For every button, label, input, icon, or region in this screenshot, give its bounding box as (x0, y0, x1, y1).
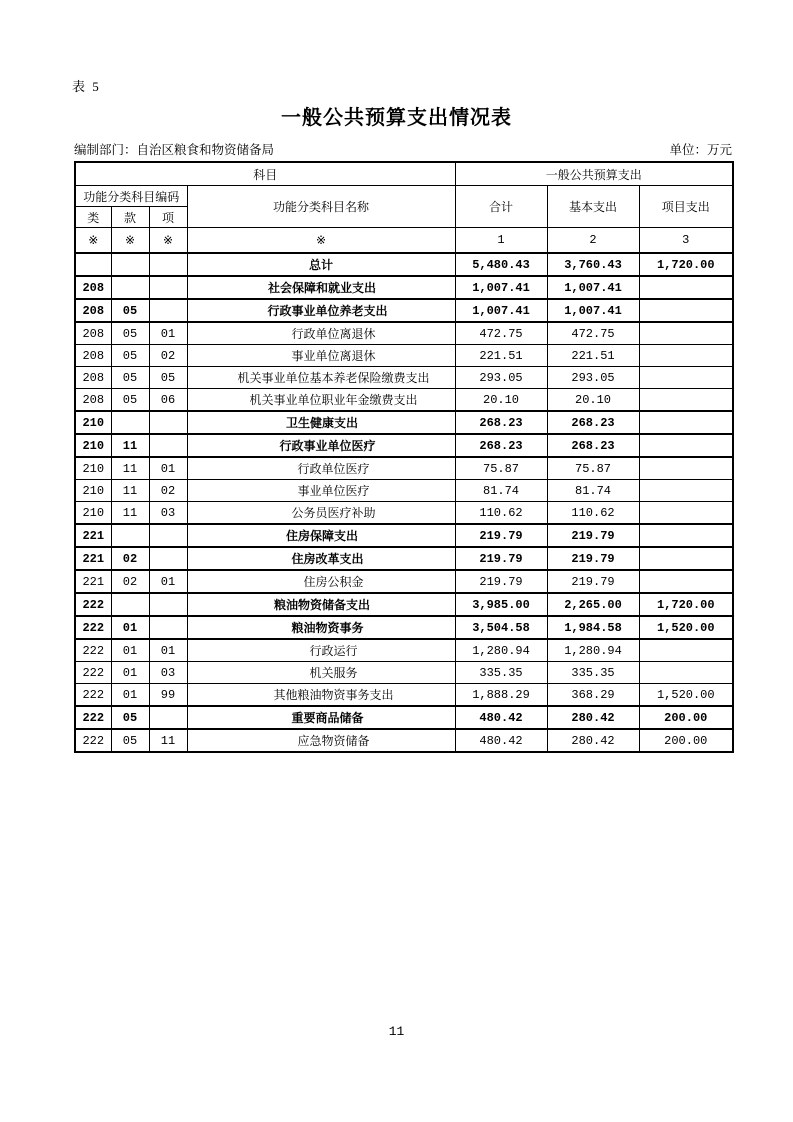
project-expenditure-cell: 1,720.00 (639, 253, 733, 276)
class-code-cell: 210 (75, 411, 111, 434)
class-code-cell: 222 (75, 639, 111, 662)
project-expenditure-cell (639, 502, 733, 525)
item-code-cell: 01 (149, 457, 187, 480)
basic-expenditure-cell: 81.74 (547, 480, 639, 502)
total-value-cell: 3,985.00 (455, 593, 547, 616)
item-column-header: 项 (149, 207, 187, 228)
table-row (75, 457, 733, 480)
project-expenditure-cell: 1,520.00 (639, 616, 733, 639)
project-expenditure-cell (639, 411, 733, 434)
item-code-cell (149, 706, 187, 729)
total-value-cell: 1,007.41 (455, 276, 547, 299)
basic-expenditure-cell: 1,007.41 (547, 276, 639, 299)
header-row-1 (75, 162, 733, 186)
item-code-cell (149, 434, 187, 457)
item-code-cell (149, 524, 187, 547)
marker-row (75, 228, 733, 254)
section-code-cell (111, 411, 149, 434)
page-title: 一般公共预算支出情况表 (281, 107, 512, 129)
section-code-cell: 01 (111, 684, 149, 707)
subject-name-cell: 粮油物资事务 (187, 616, 455, 639)
subject-name-cell: 事业单位医疗 (187, 480, 455, 502)
table-row (75, 345, 733, 367)
class-code-cell: 222 (75, 684, 111, 707)
section-column-header: 款 (111, 207, 149, 228)
subject-name-cell: 卫生健康支出 (187, 411, 455, 434)
class-code-cell: 221 (75, 524, 111, 547)
subject-name-cell: 行政事业单位养老支出 (187, 299, 455, 322)
page-number: 11 (388, 1024, 405, 1039)
basic-expenditure-cell: 1,280.94 (547, 639, 639, 662)
budget-group-header: 一般公共预算支出 (455, 162, 733, 186)
section-code-cell: 11 (111, 434, 149, 457)
total-value-cell: 1,888.29 (455, 684, 547, 707)
section-code-cell: 11 (111, 480, 149, 502)
item-code-cell: 03 (149, 662, 187, 684)
total-value-cell: 219.79 (455, 570, 547, 593)
basic-expenditure-cell: 110.62 (547, 502, 639, 525)
section-code-cell (111, 524, 149, 547)
class-code-cell: 210 (75, 457, 111, 480)
column-number-cell: 3 (639, 228, 733, 254)
project-expenditure-cell: 200.00 (639, 706, 733, 729)
subject-name-cell: 公务员医疗补助 (187, 502, 455, 525)
class-code-cell: 208 (75, 367, 111, 389)
total-value-cell: 219.79 (455, 547, 547, 570)
project-expenditure-cell: 1,720.00 (639, 593, 733, 616)
class-code-cell (75, 253, 111, 276)
project-expenditure-cell (639, 389, 733, 412)
project-expenditure-cell (639, 345, 733, 367)
table-row (75, 706, 733, 729)
item-code-cell (149, 411, 187, 434)
basic-expenditure-cell: 75.87 (547, 457, 639, 480)
subject-name-cell: 行政单位离退休 (187, 322, 455, 345)
meta-row (74, 140, 732, 158)
table-row (75, 299, 733, 322)
item-code-cell: 99 (149, 684, 187, 707)
marker-cell: ※ (187, 228, 455, 254)
section-code-cell: 01 (111, 639, 149, 662)
total-value-cell: 110.62 (455, 502, 547, 525)
item-code-cell (149, 616, 187, 639)
total-value-cell: 219.79 (455, 524, 547, 547)
total-value-cell: 480.42 (455, 706, 547, 729)
class-code-cell: 221 (75, 547, 111, 570)
project-expenditure-cell (639, 457, 733, 480)
total-value-cell: 20.10 (455, 389, 547, 412)
basic-expenditure-cell: 268.23 (547, 411, 639, 434)
subject-name-cell: 机关事业单位基本养老保险缴费支出 (187, 367, 455, 389)
subject-name-cell: 行政单位医疗 (187, 457, 455, 480)
class-code-cell: 222 (75, 706, 111, 729)
project-expenditure-cell (639, 367, 733, 389)
subject-name-cell: 社会保障和就业支出 (187, 276, 455, 299)
section-code-cell: 02 (111, 570, 149, 593)
table-row (75, 662, 733, 684)
section-code-cell: 05 (111, 729, 149, 752)
total-value-cell: 75.87 (455, 457, 547, 480)
table-label: 表 5 (72, 79, 101, 94)
class-code-cell: 210 (75, 502, 111, 525)
subject-name-cell: 粮油物资储备支出 (187, 593, 455, 616)
basic-expenditure-cell: 280.42 (547, 706, 639, 729)
subject-name-cell: 总计 (187, 253, 455, 276)
table-row (75, 411, 733, 434)
section-code-cell: 05 (111, 299, 149, 322)
subject-name-cell: 事业单位离退休 (187, 345, 455, 367)
project-expenditure-cell (639, 322, 733, 345)
total-value-cell: 81.74 (455, 480, 547, 502)
section-code-cell: 05 (111, 322, 149, 345)
item-code-cell (149, 299, 187, 322)
subject-name-cell: 行政运行 (187, 639, 455, 662)
class-code-cell: 221 (75, 570, 111, 593)
name-column-header: 功能分类科目名称 (187, 186, 455, 228)
unit-label: 单位：万元 (669, 143, 732, 157)
item-code-cell: 01 (149, 322, 187, 345)
item-code-cell (149, 253, 187, 276)
section-code-cell: 05 (111, 706, 149, 729)
total-value-cell: 335.35 (455, 662, 547, 684)
project-column-header: 项目支出 (639, 186, 733, 228)
total-value-cell: 221.51 (455, 345, 547, 367)
basic-expenditure-cell: 268.23 (547, 434, 639, 457)
table-row (75, 253, 733, 276)
project-expenditure-cell (639, 570, 733, 593)
project-expenditure-cell: 1,520.00 (639, 684, 733, 707)
total-column-header: 合计 (455, 186, 547, 228)
section-code-cell: 01 (111, 616, 149, 639)
section-code-cell: 05 (111, 389, 149, 412)
subject-name-cell: 其他粮油物资事务支出 (187, 684, 455, 707)
section-code-cell: 02 (111, 547, 149, 570)
class-code-cell: 208 (75, 389, 111, 412)
table-row (75, 570, 733, 593)
class-code-cell: 222 (75, 729, 111, 752)
class-code-cell: 208 (75, 299, 111, 322)
subject-name-cell: 住房改革支出 (187, 547, 455, 570)
class-code-cell: 210 (75, 434, 111, 457)
marker-cell: ※ (111, 228, 149, 254)
marker-cell: ※ (149, 228, 187, 254)
item-code-cell: 03 (149, 502, 187, 525)
project-expenditure-cell (639, 276, 733, 299)
table-row (75, 502, 733, 525)
column-number-cell: 1 (455, 228, 547, 254)
basic-expenditure-cell: 219.79 (547, 547, 639, 570)
table-row (75, 639, 733, 662)
subject-name-cell: 住房公积金 (187, 570, 455, 593)
table-row (75, 276, 733, 299)
basic-expenditure-cell: 1,007.41 (547, 299, 639, 322)
basic-expenditure-cell: 219.79 (547, 570, 639, 593)
basic-expenditure-cell: 472.75 (547, 322, 639, 345)
subject-name-cell: 机关事业单位职业年金缴费支出 (187, 389, 455, 412)
item-code-cell: 11 (149, 729, 187, 752)
project-expenditure-cell (639, 299, 733, 322)
total-value-cell: 293.05 (455, 367, 547, 389)
table-row (75, 547, 733, 570)
header-row-2 (75, 186, 733, 207)
table-row (75, 367, 733, 389)
section-code-cell: 11 (111, 502, 149, 525)
project-expenditure-cell (639, 480, 733, 502)
basic-expenditure-cell: 20.10 (547, 389, 639, 412)
prepared-by-label: 编制部门：自治区粮食和物资储备局 (74, 143, 275, 157)
class-code-cell: 210 (75, 480, 111, 502)
item-code-cell: 02 (149, 345, 187, 367)
total-value-cell: 480.42 (455, 729, 547, 752)
section-code-cell: 05 (111, 345, 149, 367)
section-code-cell (111, 276, 149, 299)
section-code-cell (111, 253, 149, 276)
section-code-cell: 01 (111, 662, 149, 684)
project-expenditure-cell (639, 662, 733, 684)
total-value-cell: 1,007.41 (455, 299, 547, 322)
section-code-cell: 05 (111, 367, 149, 389)
item-code-cell (149, 276, 187, 299)
table-row (75, 322, 733, 345)
basic-expenditure-cell: 219.79 (547, 524, 639, 547)
project-expenditure-cell (639, 434, 733, 457)
basic-column-header: 基本支出 (547, 186, 639, 228)
project-expenditure-cell (639, 524, 733, 547)
table-row (75, 593, 733, 616)
subject-name-cell: 行政事业单位医疗 (187, 434, 455, 457)
basic-expenditure-cell: 368.29 (547, 684, 639, 707)
class-code-cell: 208 (75, 345, 111, 367)
table-row (75, 389, 733, 412)
item-code-cell: 06 (149, 389, 187, 412)
marker-cell: ※ (75, 228, 111, 254)
table-row (75, 434, 733, 457)
item-code-cell: 05 (149, 367, 187, 389)
table-row (75, 729, 733, 752)
subject-name-cell: 应急物资储备 (187, 729, 455, 752)
basic-expenditure-cell: 2,265.00 (547, 593, 639, 616)
subject-name-cell: 住房保障支出 (187, 524, 455, 547)
table-row (75, 524, 733, 547)
item-code-cell: 01 (149, 570, 187, 593)
basic-expenditure-cell: 335.35 (547, 662, 639, 684)
basic-expenditure-cell: 293.05 (547, 367, 639, 389)
total-value-cell: 1,280.94 (455, 639, 547, 662)
project-expenditure-cell (639, 547, 733, 570)
class-code-cell: 208 (75, 322, 111, 345)
class-code-cell: 222 (75, 593, 111, 616)
class-code-cell: 208 (75, 276, 111, 299)
class-column-header: 类 (75, 207, 111, 228)
subject-name-cell: 机关服务 (187, 662, 455, 684)
total-value-cell: 5,480.43 (455, 253, 547, 276)
basic-expenditure-cell: 280.42 (547, 729, 639, 752)
project-expenditure-cell (639, 639, 733, 662)
total-value-cell: 472.75 (455, 322, 547, 345)
item-code-cell: 01 (149, 639, 187, 662)
item-code-cell (149, 547, 187, 570)
item-code-cell: 02 (149, 480, 187, 502)
code-group-header: 功能分类科目编码 (75, 186, 187, 207)
item-code-cell (149, 593, 187, 616)
basic-expenditure-cell: 221.51 (547, 345, 639, 367)
section-code-cell: 11 (111, 457, 149, 480)
class-code-cell: 222 (75, 616, 111, 639)
section-code-cell (111, 593, 149, 616)
table-row (75, 480, 733, 502)
project-expenditure-cell: 200.00 (639, 729, 733, 752)
table-row (75, 684, 733, 707)
class-code-cell: 222 (75, 662, 111, 684)
total-value-cell: 268.23 (455, 411, 547, 434)
subject-header: 科目 (75, 162, 455, 186)
column-number-cell: 2 (547, 228, 639, 254)
table-row (75, 616, 733, 639)
total-value-cell: 268.23 (455, 434, 547, 457)
total-value-cell: 3,504.58 (455, 616, 547, 639)
budget-expenditure-table (74, 161, 734, 753)
basic-expenditure-cell: 1,984.58 (547, 616, 639, 639)
subject-name-cell: 重要商品储备 (187, 706, 455, 729)
basic-expenditure-cell: 3,760.43 (547, 253, 639, 276)
